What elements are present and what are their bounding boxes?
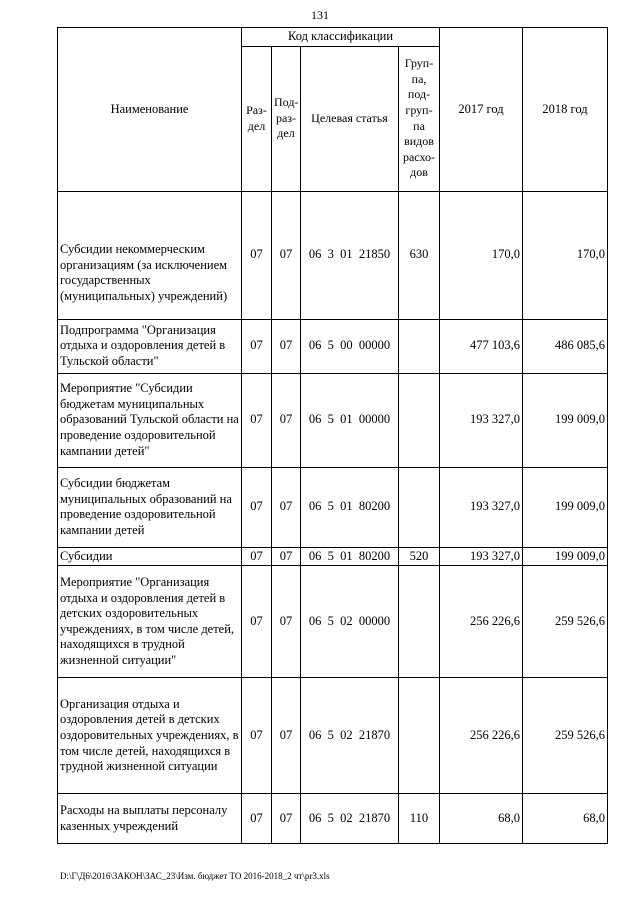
row-group xyxy=(399,467,440,547)
row-razdel: 07 xyxy=(242,191,272,319)
row-podrazdel: 07 xyxy=(272,678,301,794)
row-target: 06 5 02 00000 xyxy=(301,566,399,678)
table-row xyxy=(58,566,608,678)
budget-table xyxy=(57,27,608,844)
header-classification: Код классификации xyxy=(242,28,440,47)
header-target: Целевая статья xyxy=(301,46,399,191)
row-2017: 193 327,0 xyxy=(440,467,523,547)
row-target: 06 3 01 21850 xyxy=(301,191,399,319)
page-number: 131 xyxy=(311,8,329,22)
row-2018: 199 009,0 xyxy=(523,547,608,566)
row-group xyxy=(399,566,440,678)
row-2017: 170,0 xyxy=(440,191,523,319)
header-row-top xyxy=(58,28,608,47)
row-2017: 193 327,0 xyxy=(440,373,523,467)
row-group xyxy=(399,319,440,373)
row-target: 06 5 02 21870 xyxy=(301,678,399,794)
row-name: Организация отдыха и оздоровления детей в детских оздоровительных учреждениях, в том числе детей, находящихся в трудной жизненной ситуации xyxy=(58,678,242,794)
row-razdel: 07 xyxy=(242,794,272,844)
header-podrazdel: Под- раз- дел xyxy=(272,46,301,191)
table-row xyxy=(58,191,608,319)
row-target: 06 5 01 00000 xyxy=(301,373,399,467)
row-podrazdel: 07 xyxy=(272,547,301,566)
header-group: Груп- па, под- груп- па видов расхо- дов xyxy=(399,46,440,191)
row-2018: 259 526,6 xyxy=(523,678,608,794)
row-group xyxy=(399,373,440,467)
row-razdel: 07 xyxy=(242,319,272,373)
row-podrazdel: 07 xyxy=(272,191,301,319)
row-2017: 256 226,6 xyxy=(440,678,523,794)
row-target: 06 5 01 80200 xyxy=(301,547,399,566)
table-row xyxy=(58,319,608,373)
row-2017: 256 226,6 xyxy=(440,566,523,678)
row-2018: 199 009,0 xyxy=(523,467,608,547)
row-podrazdel: 07 xyxy=(272,467,301,547)
row-name: Субсидии xyxy=(58,547,242,566)
row-razdel: 07 xyxy=(242,678,272,794)
header-razdel: Раз- дел xyxy=(242,46,272,191)
row-name: Субсидии некоммерческим организациям (за исключением государственных (муниципальных) учреждений) xyxy=(58,191,242,319)
row-podrazdel: 07 xyxy=(272,566,301,678)
row-group: 520 xyxy=(399,547,440,566)
row-target: 06 5 00 00000 xyxy=(301,319,399,373)
row-target: 06 5 01 80200 xyxy=(301,467,399,547)
row-group: 630 xyxy=(399,191,440,319)
row-target: 06 5 02 21870 xyxy=(301,794,399,844)
row-podrazdel: 07 xyxy=(272,319,301,373)
row-razdel: 07 xyxy=(242,467,272,547)
row-razdel: 07 xyxy=(242,547,272,566)
row-group: 110 xyxy=(399,794,440,844)
table-row xyxy=(58,373,608,467)
row-podrazdel: 07 xyxy=(272,373,301,467)
row-razdel: 07 xyxy=(242,373,272,467)
row-name: Мероприятие "Субсидии бюджетам муниципальных образований Тульской области на проведение оздоровительной кампании детей" xyxy=(58,373,242,467)
row-razdel: 07 xyxy=(242,566,272,678)
row-2017: 68,0 xyxy=(440,794,523,844)
table-row xyxy=(58,547,608,566)
row-podrazdel: 07 xyxy=(272,794,301,844)
row-name: Подпрограмма "Организация отдыха и оздоровления детей в Тульской области" xyxy=(58,319,242,373)
row-2018: 199 009,0 xyxy=(523,373,608,467)
header-name: Наименование xyxy=(58,28,242,192)
row-2018: 68,0 xyxy=(523,794,608,844)
table-row xyxy=(58,678,608,794)
row-name: Субсидии бюджетам муниципальных образований на проведение оздоровительной кампании детей xyxy=(58,467,242,547)
row-group xyxy=(399,678,440,794)
row-2018: 170,0 xyxy=(523,191,608,319)
row-2018: 259 526,6 xyxy=(523,566,608,678)
row-2017: 193 327,0 xyxy=(440,547,523,566)
row-name: Мероприятие "Организация отдыха и оздоровления детей в детских оздоровительных учреждениях, в том числе детей, находящихся в трудной жизненной ситуации" xyxy=(58,566,242,678)
row-name: Расходы на выплаты персоналу казенных учреждений xyxy=(58,794,242,844)
header-2017: 2017 год xyxy=(440,28,523,192)
table-row xyxy=(58,467,608,547)
row-2017: 477 103,6 xyxy=(440,319,523,373)
file-path-footer: D:\Г\Д6\2016\ЗАКОН\ЗАС_23\Изм. бюджет ТО 2016-2018_2 чт\pr3.xls xyxy=(60,871,330,881)
row-2018: 486 085,6 xyxy=(523,319,608,373)
header-2018: 2018 год xyxy=(523,28,608,192)
table-row xyxy=(58,794,608,844)
